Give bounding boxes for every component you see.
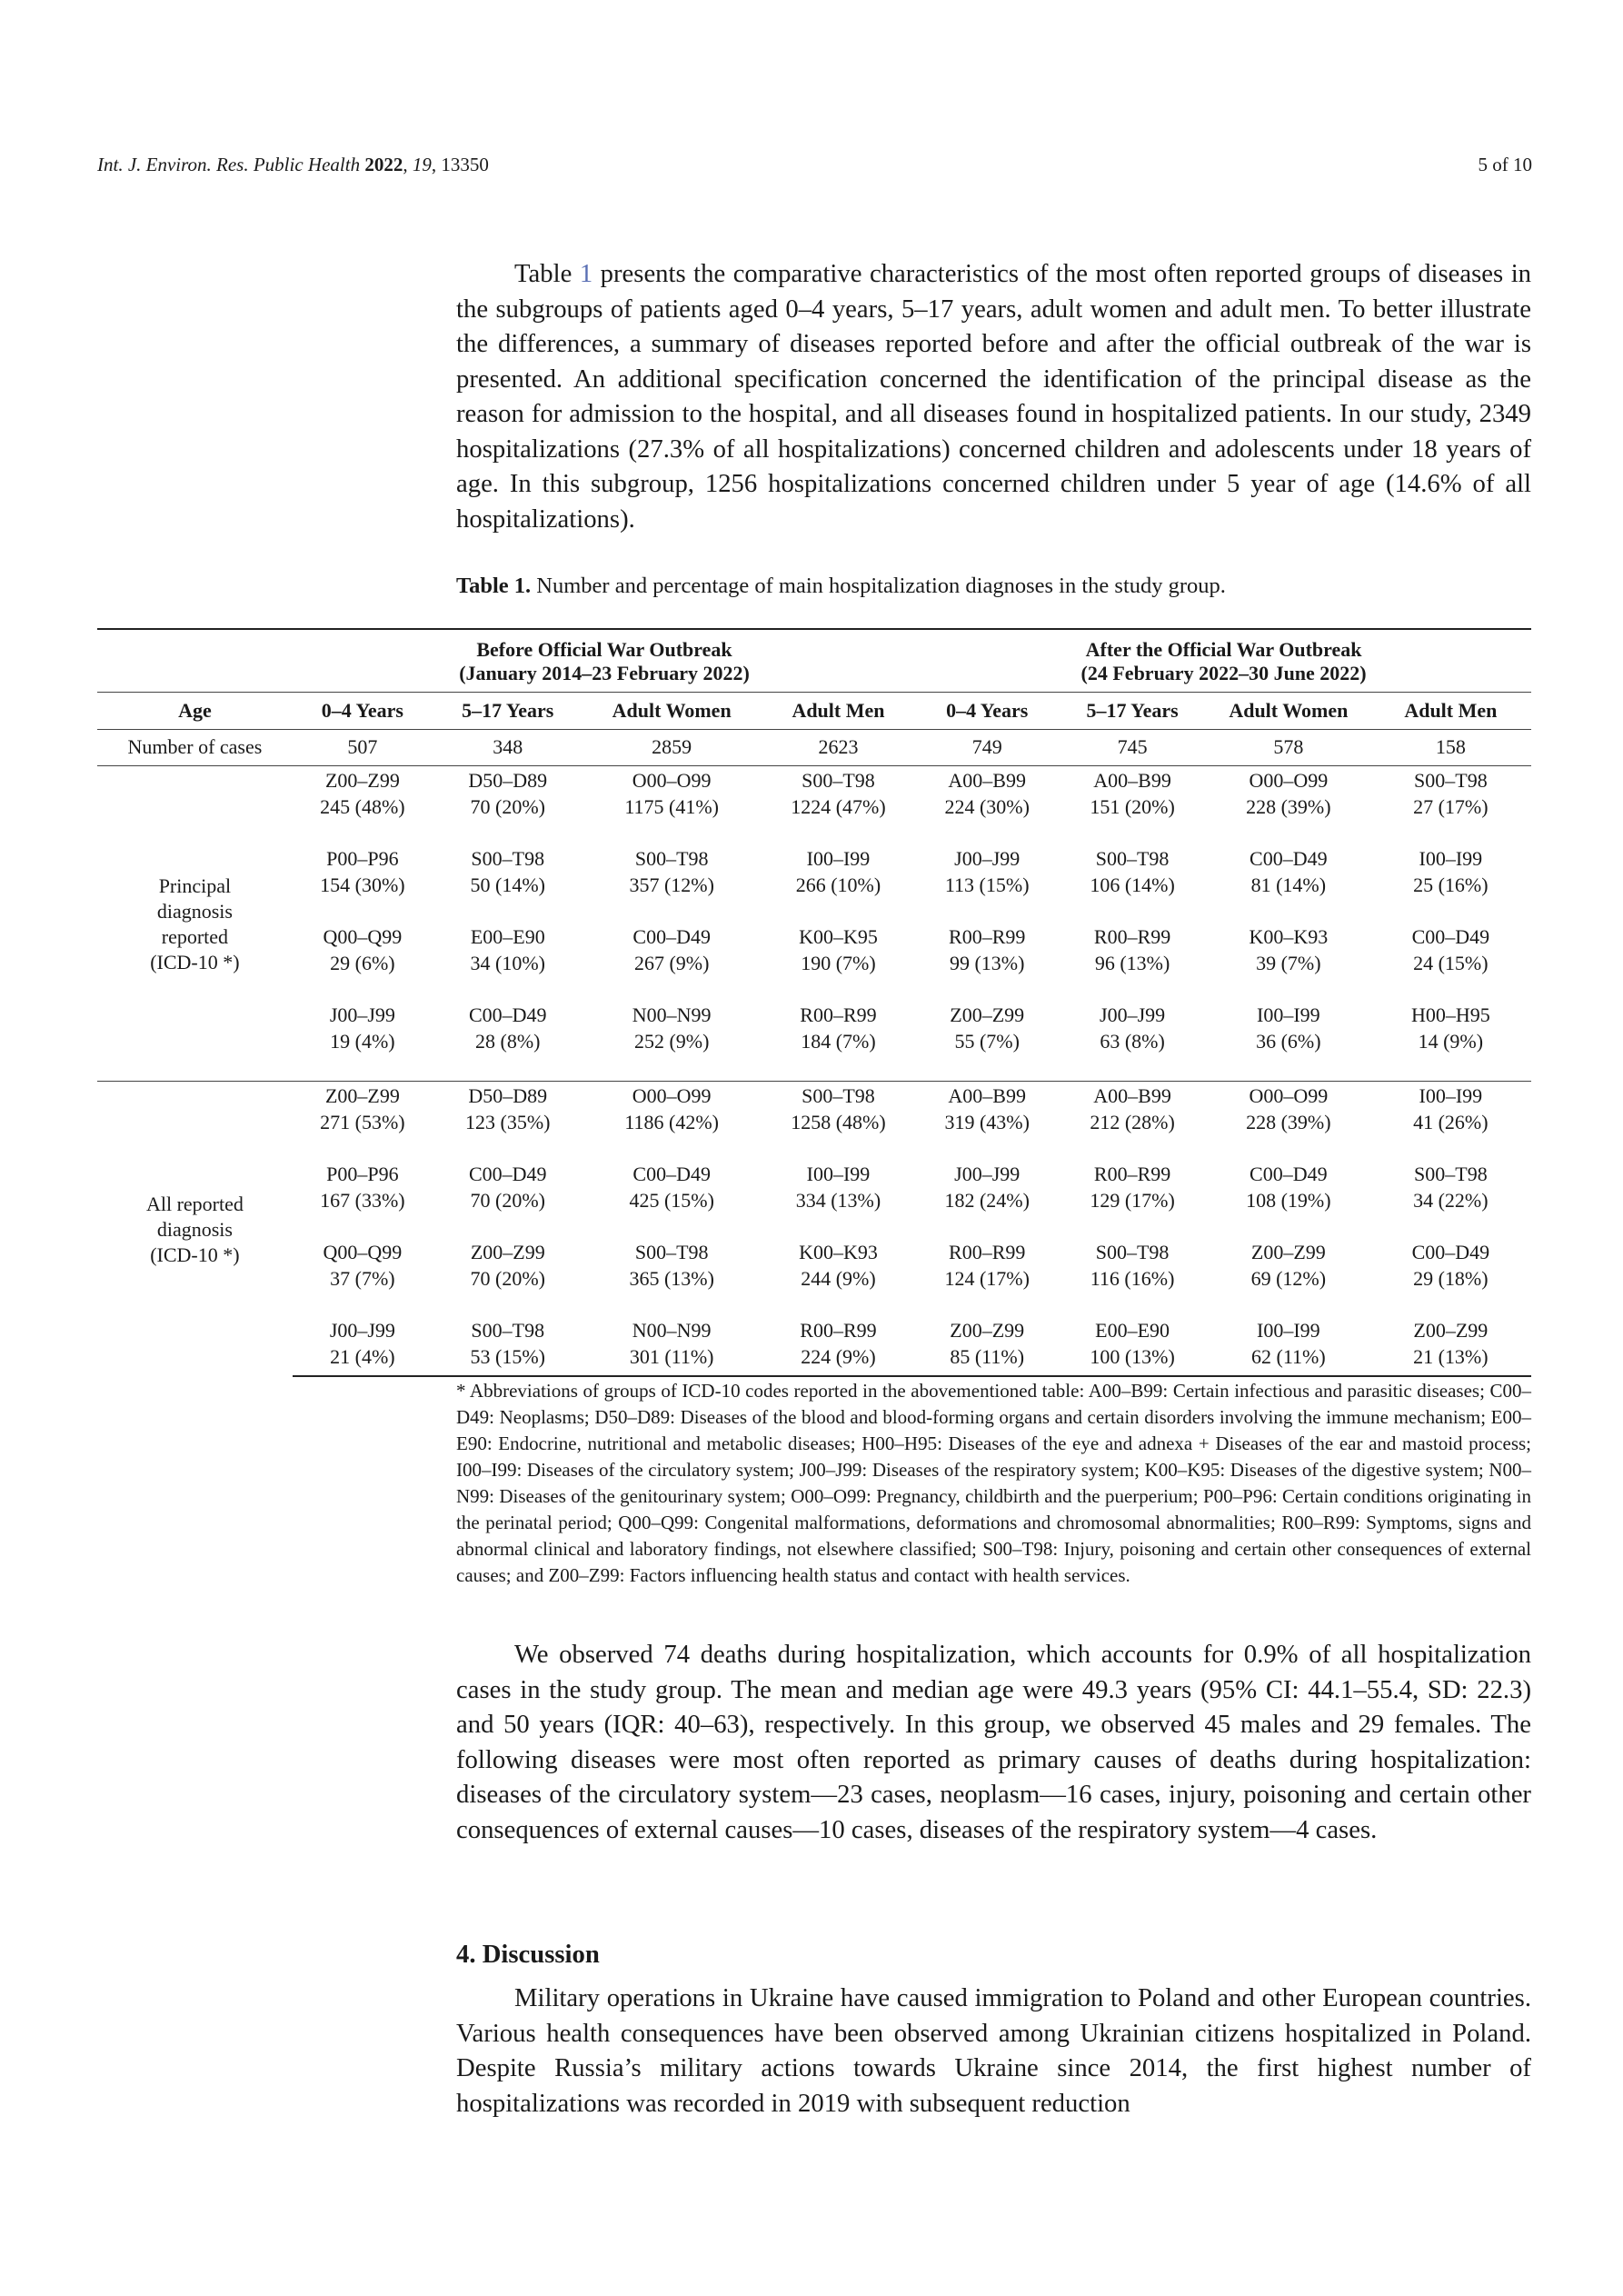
count-percent: 21 (13%): [1413, 1344, 1489, 1368]
principal-diagnosis-row: [97, 1003, 1531, 1082]
icd-code-range: S00–T98: [802, 1084, 875, 1107]
count-percent: 55 (7%): [954, 1029, 1020, 1053]
icd-code-range: I00–I99: [1419, 1084, 1483, 1107]
icd-code-range: D50–D89: [468, 1084, 548, 1107]
running-header-citation: Int. J. Environ. Res. Public Health 2022, 19, 13350: [97, 154, 489, 175]
icd-code-range: O00–O99: [1249, 1084, 1329, 1107]
diagnosis-cell: [293, 766, 433, 847]
table-caption-text: Number and percentage of main hospitalization diagnoses in the study group.: [536, 574, 1226, 598]
icd-code-range: C00–D49: [632, 1163, 711, 1185]
icd-code-range: K00–K93: [1249, 925, 1329, 948]
icd-code-range: C00–D49: [1250, 1163, 1328, 1185]
diagnosis-cell: [1058, 766, 1207, 847]
count-percent: 123 (35%): [465, 1110, 551, 1133]
all-reported-diagnosis-row: [97, 1318, 1531, 1376]
discussion-heading: 4. Discussion: [456, 1940, 600, 1969]
diagnosis-cell: [1207, 1162, 1370, 1240]
count-percent: 1224 (47%): [791, 794, 886, 818]
period-group-row: [97, 629, 1531, 693]
icd-code-range: I00–I99: [806, 1163, 871, 1185]
count-percent: 81 (14%): [1250, 873, 1327, 896]
count-percent: 271 (53%): [320, 1110, 405, 1133]
count-percent: 245 (48%): [320, 794, 405, 818]
journal-year: 2022: [364, 154, 403, 175]
diagnosis-cell: [916, 1162, 1058, 1240]
icd-code-range: S00–T98: [1095, 1241, 1170, 1263]
icd-code-range: I00–I99: [806, 847, 871, 870]
diagnosis-cell: [1370, 846, 1531, 924]
icd-code-range: I00–I99: [1419, 847, 1483, 870]
icd-code-range: E00–E90: [1095, 1319, 1170, 1342]
diagnosis-cell: [293, 924, 433, 1003]
icd-code-range: R00–R99: [1093, 1163, 1171, 1185]
diagnosis-cell: [433, 1162, 583, 1240]
diagnosis-cell: [1207, 924, 1370, 1003]
icd-code-range: E00–E90: [470, 925, 545, 948]
period-before-header: Before Official War Outbreak (January 2014–23 February 2022): [293, 629, 916, 693]
all-reported-diagnosis-label: [97, 1082, 293, 1377]
journal-name: Int. J. Environ. Res. Public Health: [97, 154, 361, 175]
count-percent: 154 (30%): [320, 873, 405, 896]
icd-code-range: R00–R99: [800, 1003, 877, 1026]
count-percent: 301 (11%): [629, 1344, 714, 1368]
count-percent: 113 (15%): [944, 873, 1030, 896]
diagnosis-cell: [1370, 1240, 1531, 1318]
diagnosis-cell: [1370, 766, 1531, 847]
icd-code-range: S00–T98: [802, 769, 875, 792]
count-percent: 24 (15%): [1413, 951, 1489, 974]
count-percent: 108 (19%): [1246, 1188, 1331, 1212]
count-percent: 267 (9%): [633, 951, 710, 974]
page-number: 5 of 10: [1478, 154, 1532, 175]
label-line: (ICD-10 *): [150, 1243, 240, 1266]
diagnosis-cell: [583, 924, 761, 1003]
diagnosis-cell: [761, 924, 916, 1003]
icd-code-range: C00–D49: [632, 925, 711, 948]
icd-code-range: R00–R99: [949, 925, 1026, 948]
count-percent: 39 (7%): [1256, 951, 1321, 974]
label-line: All reported: [145, 1193, 244, 1215]
icd-code-range: A00–B99: [1093, 769, 1171, 792]
cases-count-cell: 507: [293, 730, 433, 766]
icd-code-range: R00–R99: [800, 1319, 877, 1342]
icd-code-range: K00–K95: [799, 925, 878, 948]
count-percent: 1258 (48%): [791, 1110, 886, 1133]
icd-code-range: R00–R99: [949, 1241, 1026, 1263]
count-percent: 252 (9%): [633, 1029, 710, 1053]
diagnosis-cell: [1058, 1003, 1207, 1082]
table-ref-link[interactable]: 1: [579, 259, 593, 288]
count-percent: 100 (13%): [1090, 1344, 1175, 1368]
count-percent: 50 (14%): [470, 873, 545, 896]
intro-section: [456, 256, 1531, 536]
icd-code-range: Q00–Q99: [323, 925, 403, 948]
column-header: 5–17 Years: [433, 693, 583, 730]
icd-code-range: Z00–Z99: [950, 1319, 1025, 1342]
icd-code-range: S00–T98: [471, 1319, 545, 1342]
journal-volume: 19: [412, 154, 432, 175]
deaths-paragraph: We observed 74 deaths during hospitalization, which accounts for 0.9% of all hospitalization cases in the study group. The mean and median age were 49.3 years (95% CI: 44.1–55.4, SD: 22.3) and 50 years (IQR: 40–63), respectively. In this group, we observed 45 males and 29 females. The following diseases were most often reported as primary causes of deaths during hospitalization: diseases of the circulatory system—23 cases, neoplasm—16 cases, injury, poisoning and certain other consequences of external causes—10 cases, diseases of the respiratory system—4 cases.: [456, 1640, 1531, 1844]
label-line: diagnosis: [156, 1218, 233, 1241]
diagnosis-cell: [583, 1240, 761, 1318]
count-percent: 34 (10%): [470, 951, 545, 974]
icd-code-range: S00–T98: [1414, 1163, 1488, 1185]
count-percent: 334 (13%): [795, 1188, 881, 1212]
count-percent: 319 (43%): [944, 1110, 1030, 1133]
diagnosis-cell: [293, 1082, 433, 1163]
table-caption-label: Table 1.: [456, 574, 532, 598]
diagnosis-cell: [916, 766, 1058, 847]
diagnosis-cell: [293, 1003, 433, 1082]
column-header: Adult Men: [761, 693, 916, 730]
count-percent: 34 (22%): [1413, 1188, 1489, 1212]
icd-code-range: O00–O99: [632, 769, 712, 792]
column-header-age: Age: [97, 693, 293, 730]
diagnosis-cell: [293, 1162, 433, 1240]
cases-count-cell: 749: [916, 730, 1058, 766]
icd-code-range: J00–J99: [1100, 1003, 1166, 1026]
count-percent: 124 (17%): [944, 1266, 1030, 1290]
column-header: Adult Women: [1207, 693, 1370, 730]
count-percent: 99 (13%): [949, 951, 1025, 974]
icd-code-range: P00–P96: [326, 1163, 399, 1185]
icd-code-range: C00–D49: [468, 1163, 547, 1185]
discussion-paragraph: Military operations in Ukraine have caused immigration to Poland and other European countries. Various health consequences have been observed among Ukrainian citizens hospitalized in Poland. Despite Russia’s military actions towards Ukraine since 2014, the first highest number of hospitalizations was recorded in 2019 with subsequent reduction: [456, 1983, 1531, 2118]
icd-code-range: Z00–Z99: [470, 1241, 545, 1263]
diagnosis-cell: [1207, 1240, 1370, 1318]
icd-code-range: Q00–Q99: [323, 1241, 403, 1263]
diagnosis-cell: [1058, 1240, 1207, 1318]
column-header: 0–4 Years: [293, 693, 433, 730]
count-percent: 36 (6%): [1256, 1029, 1321, 1053]
label-line: diagnosis: [156, 900, 233, 923]
principal-diagnosis-label: [97, 766, 293, 1082]
icd-code-range: D50–D89: [468, 769, 548, 792]
count-percent: 190 (7%): [801, 951, 876, 974]
diagnosis-cell: [583, 1318, 761, 1376]
count-percent: 212 (28%): [1090, 1110, 1175, 1133]
icd-code-range: C00–D49: [1411, 1241, 1490, 1263]
diagnosis-cell: [1058, 1318, 1207, 1376]
count-percent: 70 (20%): [470, 1188, 545, 1212]
diagnosis-cell: [583, 766, 761, 847]
diagnosis-cell: [916, 1318, 1058, 1376]
diagnosis-cell: [1058, 846, 1207, 924]
count-percent: 25 (16%): [1413, 873, 1489, 896]
diagnosis-cell: [433, 846, 583, 924]
diagnosis-cell: [761, 1240, 916, 1318]
column-header: 0–4 Years: [916, 693, 1058, 730]
diagnosis-cell: [761, 1162, 916, 1240]
icd-code-range: S00–T98: [634, 1241, 709, 1263]
count-percent: 53 (15%): [470, 1344, 545, 1368]
count-percent: 1175 (41%): [624, 794, 720, 818]
icd-code-range: R00–R99: [1093, 925, 1171, 948]
diagnosis-cell: [433, 1240, 583, 1318]
diagnosis-cell: [583, 1003, 761, 1082]
icd-code-range: A00–B99: [948, 769, 1026, 792]
count-percent: 167 (33%): [320, 1188, 405, 1212]
icd-code-range: S00–T98: [1414, 769, 1488, 792]
all-reported-diagnosis-row: [97, 1162, 1531, 1240]
count-percent: 365 (13%): [629, 1266, 714, 1290]
all-reported-diagnosis-row: [97, 1082, 1531, 1163]
icd-code-range: A00–B99: [948, 1084, 1026, 1107]
diagnosis-cell: [583, 846, 761, 924]
count-percent: 62 (11%): [1251, 1344, 1326, 1368]
count-percent: 14 (9%): [1418, 1029, 1484, 1053]
count-percent: 41 (26%): [1413, 1110, 1489, 1133]
icd-code-range: J00–J99: [954, 847, 1021, 870]
diagnosis-cell: [583, 1162, 761, 1240]
count-percent: 96 (13%): [1094, 951, 1170, 974]
icd-code-range: C00–D49: [468, 1003, 547, 1026]
icd-code-range: Z00–Z99: [950, 1003, 1025, 1026]
count-percent: 19 (4%): [330, 1029, 395, 1053]
diagnosis-cell: [433, 1318, 583, 1376]
number-of-cases-label: Number of cases: [97, 730, 293, 766]
count-percent: 357 (12%): [629, 873, 714, 896]
label-line: reported: [161, 925, 229, 948]
diagnosis-cell: [293, 1318, 433, 1376]
cases-count-cell: 348: [433, 730, 583, 766]
cases-count-cell: 578: [1207, 730, 1370, 766]
diagnosis-cell: [916, 924, 1058, 1003]
principal-diagnosis-row: [97, 924, 1531, 1003]
count-percent: 29 (18%): [1413, 1266, 1489, 1290]
icd-code-range: C00–D49: [1250, 847, 1328, 870]
cases-count-cell: 158: [1370, 730, 1531, 766]
principal-diagnosis-row: [97, 766, 1531, 847]
diagnosis-cell: [433, 766, 583, 847]
icd-code-range: K00–K93: [799, 1241, 878, 1263]
diagnosis-cell: [433, 924, 583, 1003]
count-percent: 85 (11%): [950, 1344, 1025, 1368]
count-percent: 266 (10%): [795, 873, 881, 896]
diagnosis-cell: [1058, 1162, 1207, 1240]
column-header: 5–17 Years: [1058, 693, 1207, 730]
diagnoses-table: [97, 628, 1531, 1377]
icd-code-range: Z00–Z99: [1250, 1241, 1326, 1263]
number-of-cases-row: [97, 730, 1531, 766]
count-percent: 63 (8%): [1100, 1029, 1165, 1053]
diagnosis-cell: [761, 766, 916, 847]
icd-code-range: J00–J99: [329, 1003, 395, 1026]
diagnosis-cell: [583, 1082, 761, 1163]
count-percent: 21 (4%): [330, 1344, 395, 1368]
count-percent: 27 (17%): [1413, 794, 1489, 818]
count-percent: 37 (7%): [330, 1266, 395, 1290]
table-caption: [456, 571, 1531, 602]
icd-code-range: C00–D49: [1411, 925, 1490, 948]
cases-count-cell: 2623: [761, 730, 916, 766]
table-footnote: * Abbreviations of groups of ICD-10 codes reported in the abovementioned table: A00–B99: Certain infectious and parasitic diseases; C00–D49: Neoplasms; D50–D89: Diseases of the blood and blood-forming organs and certain disorders involving the immune mechanism; E00–E90: Endocrine, nutritional and metabolic diseases; H00–H95: Diseases of the eye and adnexa + Diseases of the ear and mastoid process; I00–I99: Diseases of the circulatory system; J00–J99: Diseases of the respiratory system; K00–K95: Diseases of the digestive system; N00–N99: Diseases of the genitourinary system; O00–O99: Pregnancy, childbirth and the puerperium; P00–P96: Certain conditions originating in the perinatal period; Q00–Q99: Congenital malformations, deformations and chromosomal abnormalities; R00–R99: Symptoms, signs and abnormal clinical and laboratory findings, not elsewhere classified; S00–T98: Injury, poisoning and certain other consequences of external causes; and Z00–Z99: Factors influencing health status and contact with health services.: [456, 1380, 1531, 1586]
discussion-section: [456, 1981, 1531, 2121]
icd-code-range: N00–N99: [632, 1003, 712, 1026]
period-after-header: After the Official War Outbreak (24 February 2022–30 June 2022): [916, 629, 1531, 693]
count-percent: 182 (24%): [944, 1188, 1030, 1212]
diagnosis-cell: [1370, 1082, 1531, 1163]
count-percent: 224 (9%): [801, 1344, 876, 1368]
column-header: Adult Women: [583, 693, 761, 730]
count-percent: 228 (39%): [1246, 794, 1331, 818]
diagnosis-cell: [1370, 1003, 1531, 1082]
count-percent: 106 (14%): [1090, 873, 1175, 896]
count-percent: 1186 (42%): [624, 1110, 720, 1133]
diagnosis-cell: [293, 1240, 433, 1318]
count-percent: 69 (12%): [1250, 1266, 1327, 1290]
icd-code-range: S00–T98: [471, 847, 545, 870]
count-percent: 70 (20%): [470, 1266, 545, 1290]
diagnosis-cell: [1207, 1318, 1370, 1376]
principal-diagnosis-row: [97, 846, 1531, 924]
diagnosis-cell: [1370, 1318, 1531, 1376]
all-reported-diagnosis-row: [97, 1240, 1531, 1318]
count-percent: 184 (7%): [801, 1029, 876, 1053]
icd-code-range: Z00–Z99: [324, 1084, 400, 1107]
diagnosis-cell: [1207, 766, 1370, 847]
diagnosis-cell: [433, 1082, 583, 1163]
count-percent: 228 (39%): [1246, 1110, 1331, 1133]
diagnosis-cell: [1058, 924, 1207, 1003]
count-percent: 425 (15%): [629, 1188, 714, 1212]
diagnosis-cell: [1207, 1003, 1370, 1082]
icd-code-range: I00–I99: [1257, 1003, 1320, 1026]
column-header: Adult Men: [1370, 693, 1531, 730]
column-header-row: [97, 693, 1531, 730]
count-percent: 29 (6%): [330, 951, 395, 974]
diagnosis-cell: [916, 1240, 1058, 1318]
diagnosis-cell: [1207, 1082, 1370, 1163]
count-percent: 224 (30%): [944, 794, 1030, 818]
table-ref-word: Table: [514, 259, 573, 288]
diagnosis-cell: [1207, 846, 1370, 924]
count-percent: 151 (20%): [1090, 794, 1175, 818]
diagnosis-cell: [293, 846, 433, 924]
diagnosis-cell: [1058, 1082, 1207, 1163]
icd-code-range: Z00–Z99: [1413, 1319, 1489, 1342]
icd-code-range: N00–N99: [632, 1319, 712, 1342]
diagnosis-cell: [761, 846, 916, 924]
icd-code-range: P00–P96: [326, 847, 399, 870]
intro-paragraph: [456, 256, 1531, 536]
count-percent: 244 (9%): [801, 1266, 876, 1290]
icd-code-range: Z00–Z99: [324, 769, 400, 792]
icd-code-range: O00–O99: [632, 1084, 712, 1107]
diagnosis-cell: [916, 846, 1058, 924]
icd-code-range: H00–H95: [1410, 1003, 1490, 1026]
icd-code-range: I00–I99: [1257, 1319, 1320, 1342]
icd-code-range: S00–T98: [634, 847, 709, 870]
count-percent: 116 (16%): [1090, 1266, 1175, 1290]
diagnosis-cell: [433, 1003, 583, 1082]
icd-code-range: S00–T98: [1095, 847, 1170, 870]
icd-code-range: J00–J99: [329, 1319, 395, 1342]
diagnosis-cell: [1370, 1162, 1531, 1240]
cases-count-cell: 745: [1058, 730, 1207, 766]
diagnosis-cell: [761, 1082, 916, 1163]
diagnosis-cell: [916, 1003, 1058, 1082]
icd-code-range: A00–B99: [1093, 1084, 1171, 1107]
label-line: Principal: [158, 874, 232, 897]
diagnosis-cell: [761, 1318, 916, 1376]
icd-code-range: J00–J99: [954, 1163, 1021, 1185]
diagnosis-cell: [916, 1082, 1058, 1163]
intro-text: presents the comparative characteristics of the most often reported groups of diseases in the subgroups of patients aged 0–4 years, 5–17 years, adult women and adult men. To better illustrate the differences, a summary of diseases reported before and after the official outbreak of the war is presented. An additional specification concerned the identification of the principal disease as the reason for admission to the hospital, and all diseases found in hospitalized patients. In our study, 2349 hospitalizations (27.3% of all hospitalizations) concerned children and adolescents under 18 years of age. In this subgroup, 1256 hospitalizations concerned children under 5 year of age (14.6% of all hospitalizations).: [456, 259, 1532, 534]
label-line: (ICD-10 *): [150, 951, 240, 973]
diagnosis-cell: [1370, 924, 1531, 1003]
diagnosis-cell: [761, 1003, 916, 1082]
count-percent: 28 (8%): [475, 1029, 541, 1053]
cases-count-cell: 2859: [583, 730, 761, 766]
count-percent: 70 (20%): [470, 794, 545, 818]
icd-code-range: O00–O99: [1249, 769, 1329, 792]
deaths-section: [456, 1637, 1531, 1847]
count-percent: 129 (17%): [1090, 1188, 1175, 1212]
article-number: 13350: [441, 154, 489, 175]
